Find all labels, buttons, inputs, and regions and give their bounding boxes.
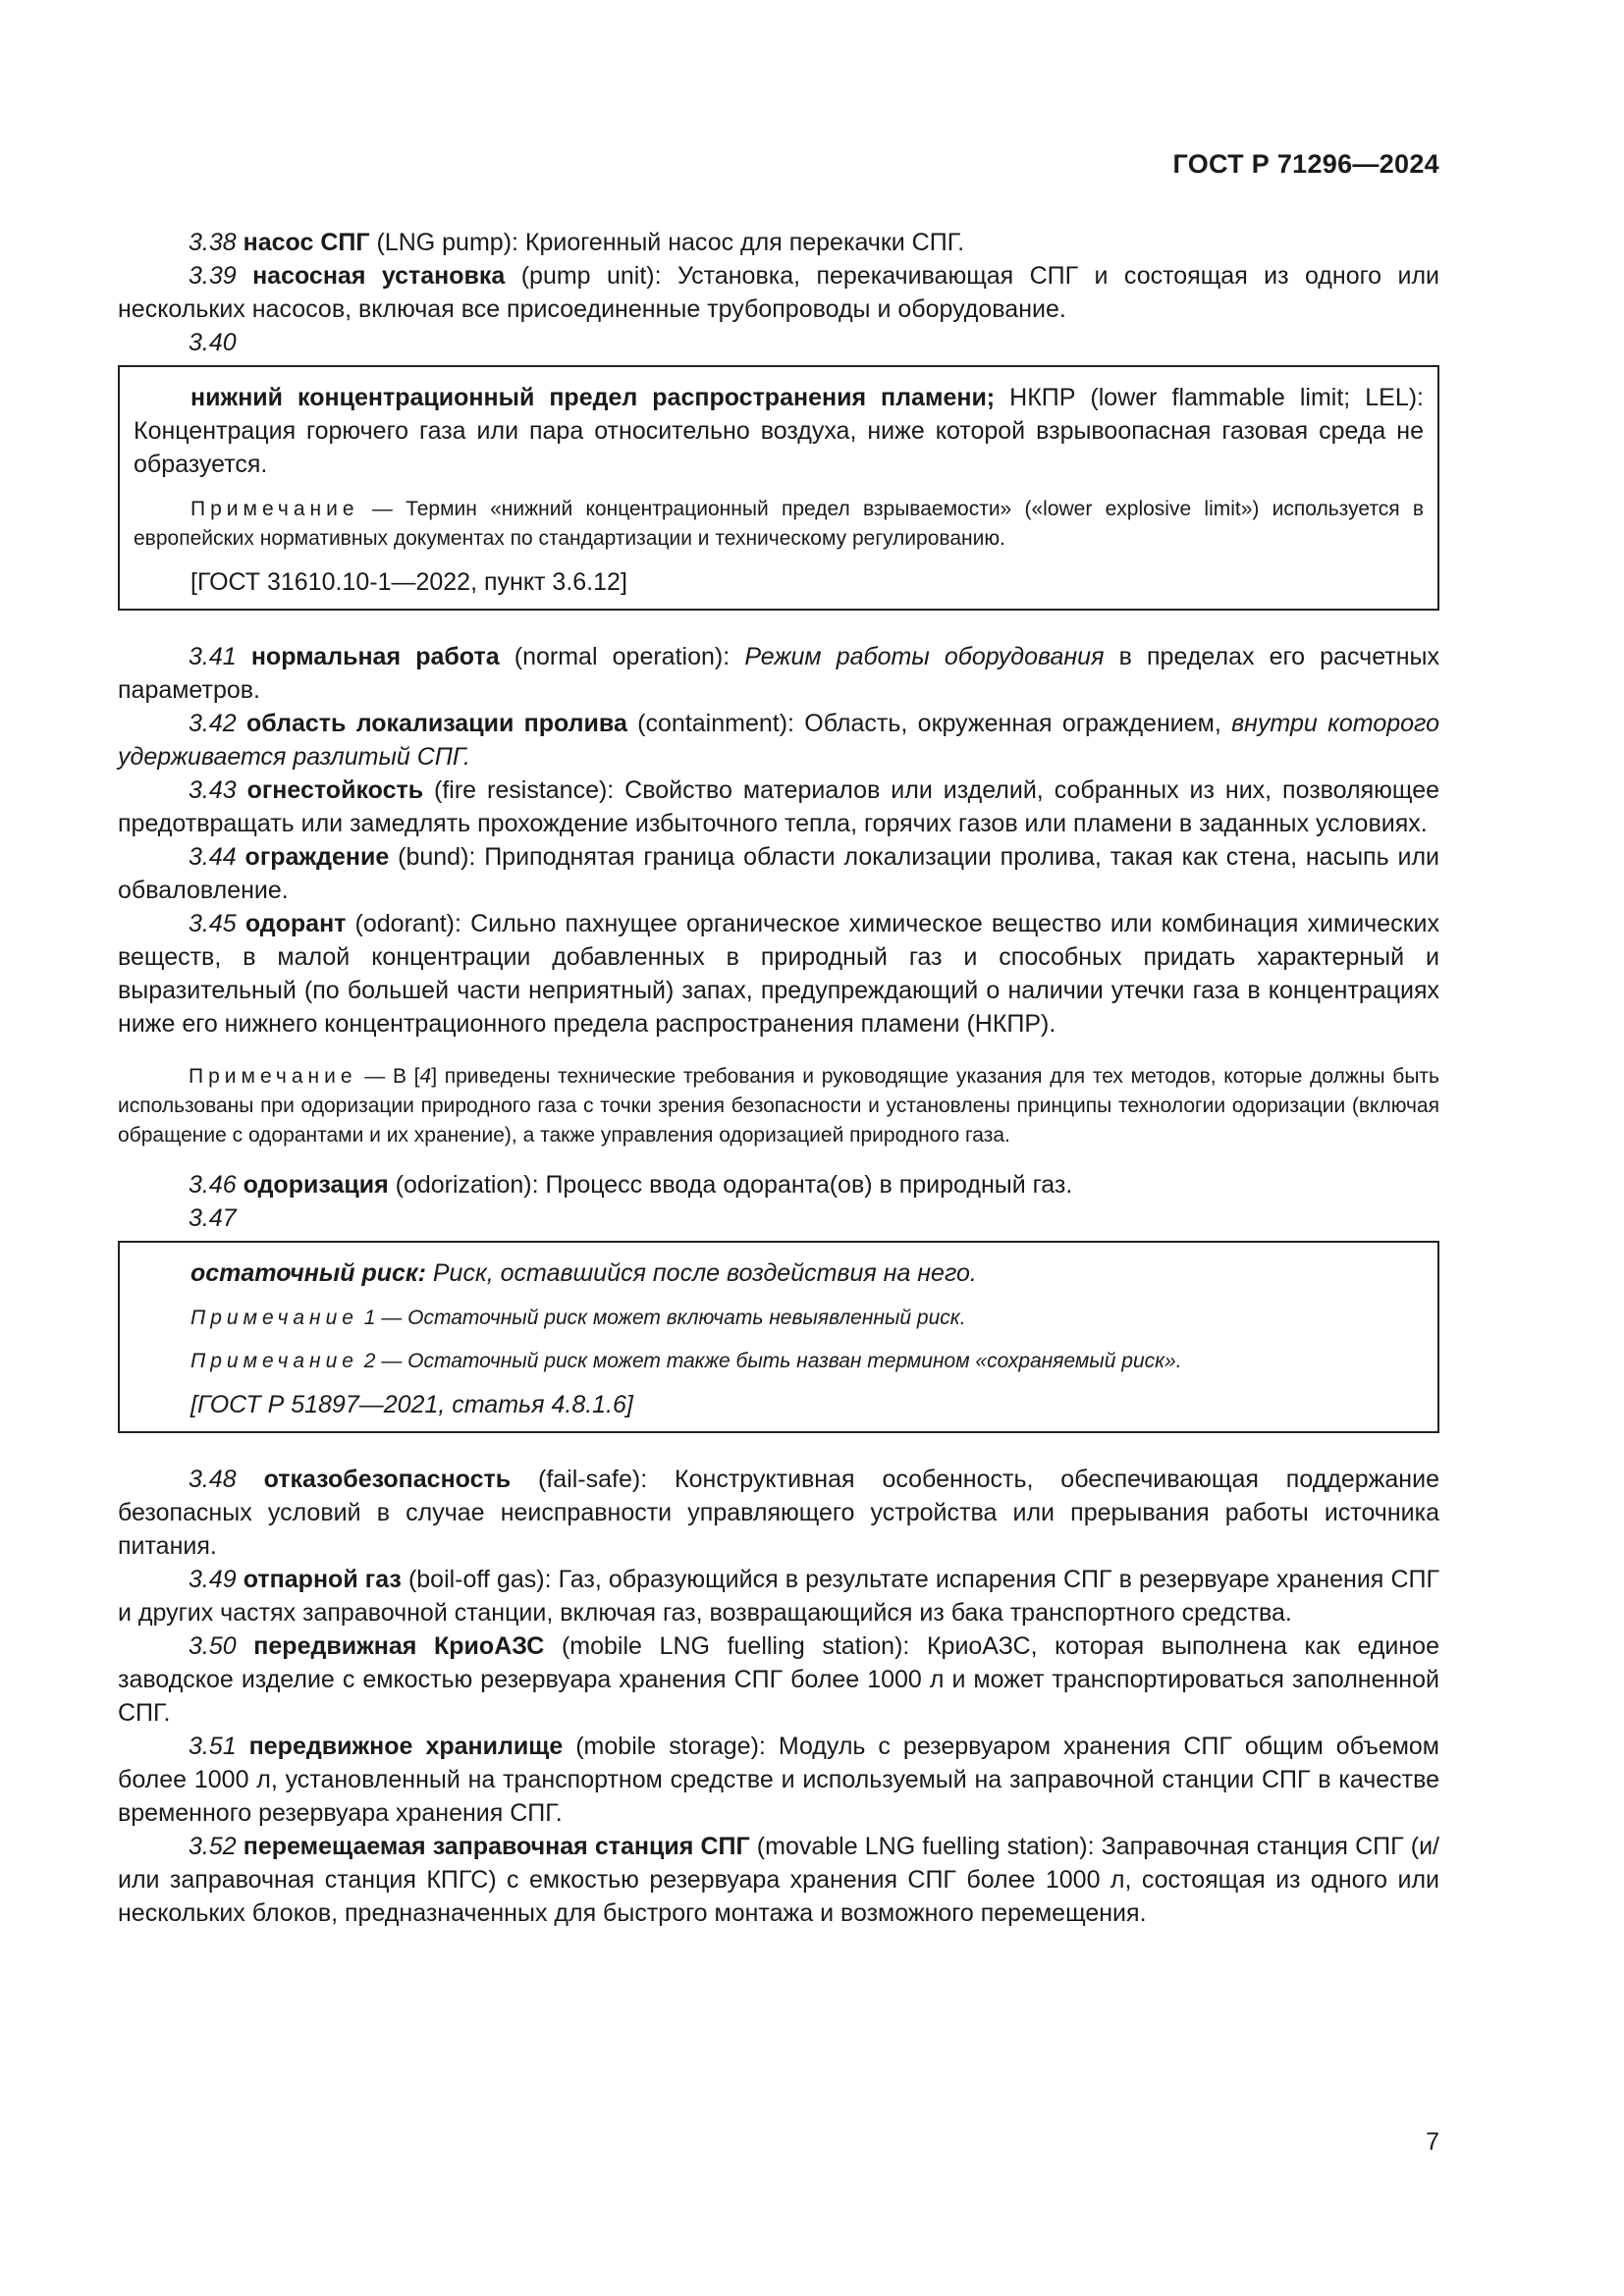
entry-number: 3.45 (189, 910, 237, 937)
entry-number: 3.49 (189, 1566, 237, 1593)
spacer (118, 1433, 1439, 1463)
entry-definition-italic: внутри которого удерживается разлитый СПГ. (118, 710, 1440, 771)
entry-number: 3.47 (189, 1204, 237, 1232)
entry-definition: (odorization): Процесс ввода одоранта(ов) в природный газ. (388, 1171, 1073, 1199)
entry-definition: НКПР (lower flammable limit; LEL): Концентрация горючего газа или пара относительно воздуха, ниже которой взрывоопасная газовая среда не образуется. (134, 384, 1424, 478)
page-number: 7 (1426, 2128, 1439, 2156)
entry-definition: (movable LNG fuelling station): Заправочная станция СПГ (и/или заправочная станция КПГС) с емкостью резервуара хранения СПГ более 1000 л, состоящая из одного или нескольких блоков, предназначенных для быстрого монтажа и возможного перемещения. (118, 1833, 1439, 1927)
entry-number: 3.52 (189, 1833, 237, 1860)
entry-term: нижний концентрационный предел распространения пламени; (190, 384, 996, 411)
term-box-3-40 (118, 365, 1439, 611)
term-entry-3-48 (118, 1463, 1439, 1563)
standard-code-header: ГОСТ Р 71296—2024 (1172, 149, 1439, 179)
entry-number: 3.39 (189, 262, 237, 290)
entry-number: 3.43 (189, 776, 237, 804)
note-text-post: ] приведены технические требования и руководящие указания для тех методов, которые должны быть использованы при одоризации природного газа с точки зрения безопасности и установлены принципы технологии одоризации (включая обращение с одорантами и их хранение), а также управления одоризацией природного газа. (118, 1065, 1439, 1147)
entry-term: остаточный риск: (190, 1259, 426, 1287)
entry-number: 3.38 (189, 229, 237, 256)
note-label: Примечание (189, 1065, 357, 1088)
note-label: Примечание (190, 1350, 358, 1372)
term-entry-3-49 (118, 1563, 1439, 1629)
entry-term: отпарной газ (243, 1566, 402, 1593)
entry-definition: (normal operation): (499, 643, 745, 670)
note-text: 2 — Остаточный риск может также быть назван термином «сохраняемый риск». (357, 1350, 1182, 1372)
entry-number: 3.48 (189, 1466, 237, 1493)
note-text: — Термин «нижний концентрационный предел взрываемости» («lower explosive limit») используется в европейских нормативных документах по стандартизации и техническому регулированию. (134, 498, 1424, 550)
term-box-3-47 (118, 1241, 1439, 1433)
term-entry-3-47-number (118, 1201, 1439, 1235)
term-entry-3-40 (134, 381, 1424, 481)
entry-definition: (boil-off gas): Газ, образующийся в результате испарения СПГ в резервуаре хранения СПГ и других частях заправочной станции, включая газ, возвращающийся из бака транспортного средства. (118, 1566, 1440, 1627)
entry-definition: (fail-safe): Конструктивная особенность, обеспечивающая поддержание безопасных условий в случае неисправности управляющего устройства или прерывания работы источника питания. (118, 1466, 1439, 1560)
entry-number: 3.44 (189, 843, 237, 871)
entry-term: насос СПГ (243, 229, 370, 256)
entry-definition: (LNG pump): Криогенный насос для перекачки СПГ. (369, 229, 965, 256)
entry-definition: (bund): Приподнятая граница области локализации пролива, такая как стена, насыпь или обваловление. (118, 843, 1439, 904)
entry-term: одорант (244, 910, 347, 937)
term-entry-3-47 (134, 1256, 1424, 1290)
entry-number: 3.41 (189, 643, 237, 670)
entry-number: 3.40 (189, 329, 237, 356)
term-entry-3-40-number (118, 326, 1439, 359)
term-entry-3-41 (118, 640, 1439, 707)
entry-term: ограждение (244, 843, 390, 871)
term-entry-3-39 (118, 259, 1439, 326)
entry-term: передвижное хранилище (248, 1733, 564, 1760)
term-entry-3-45 (118, 907, 1439, 1041)
entry-note-2 (134, 1347, 1424, 1376)
note-text-pre: — В [ (356, 1065, 420, 1088)
entry-term: отказобезопасность (263, 1466, 512, 1493)
spacer (118, 611, 1439, 640)
entry-note (134, 495, 1424, 554)
entry-term: область локализации пролива (246, 710, 627, 737)
entry-number: 3.42 (189, 710, 237, 737)
term-entry-3-42 (118, 707, 1439, 774)
entry-number: 3.46 (189, 1171, 237, 1199)
entry-source: [ГОСТ Р 51897—2021, статья 4.8.1.6] (190, 1391, 633, 1418)
entry-note-1 (134, 1304, 1424, 1333)
entry-definition: (mobile LNG fuelling station): КриоАЗС, которая выполнена как единое заводское изделие с емкостью резервуара хранения СПГ более 1000 л и может транспортироваться заполненной СПГ. (118, 1632, 1439, 1727)
entry-note-3-45 (118, 1062, 1439, 1150)
entry-definition-end: в пределах его расчетных параметров. (118, 643, 1439, 704)
entry-definition-italic: Режим работы оборудования (744, 643, 1105, 670)
term-entry-3-50 (118, 1629, 1439, 1730)
entry-term: нормальная работа (250, 643, 500, 670)
note-text: 1 — Остаточный риск может включать невыявленный риск. (357, 1307, 966, 1329)
document-body (118, 226, 1439, 1930)
bibliography-ref: 4 (419, 1065, 432, 1088)
entry-definition: (mobile storage): Модуль с резервуаром хранения СПГ общим объемом более 1000 л, установленный на транспортном средстве и используемый на заправочной станции СПГ в качестве временного резервуара хранения СПГ. (118, 1733, 1439, 1827)
term-entry-3-52 (118, 1830, 1439, 1930)
term-entry-3-51 (118, 1730, 1439, 1830)
entry-term: огнестойкость (246, 776, 424, 804)
entry-term: одоризация (243, 1171, 389, 1199)
entry-definition: (odorant): Сильно пахнущее органическое химическое вещество или комбинация химических веществ, в малой концентрации добавленных в природный газ и способных придать характерный и выразительный (по большей части неприятный) запах, предупреждающий о наличии утечки газа в концентрациях ниже его нижнего концентрационного предела распространения пламени (НКПР). (118, 910, 1440, 1038)
term-entry-3-44 (118, 840, 1439, 907)
term-entry-3-43 (118, 774, 1439, 840)
term-entry-3-46 (118, 1168, 1439, 1201)
term-entry-3-38 (118, 226, 1439, 259)
entry-number: 3.51 (189, 1733, 237, 1760)
note-label: Примечание (190, 498, 359, 520)
entry-definition: (containment): Область, окруженная ограждением, (626, 710, 1232, 737)
entry-term: передвижная КриоАЗС (253, 1632, 545, 1660)
entry-source: [ГОСТ 31610.10-1—2022, пункт 3.6.12] (190, 568, 627, 596)
entry-term: насосная установка (252, 262, 506, 290)
entry-definition: (pump unit): Установка, перекачивающая СПГ и состоящая из одного или нескольких насосов, включая все присоединенные трубопроводы и оборудование. (118, 262, 1439, 323)
note-label: Примечание (190, 1307, 358, 1329)
entry-definition: Риск, оставшийся после воздействия на него. (425, 1259, 977, 1287)
entry-definition: (fire resistance): Свойство материалов или изделий, собранных из них, позволяющее предотвращать или замедлять прохождение избыточного тепла, горячих газов или пламени в заданных условиях. (118, 776, 1439, 837)
entry-term: перемещаемая заправочная станция СПГ (243, 1833, 750, 1860)
entry-number: 3.50 (189, 1632, 237, 1660)
